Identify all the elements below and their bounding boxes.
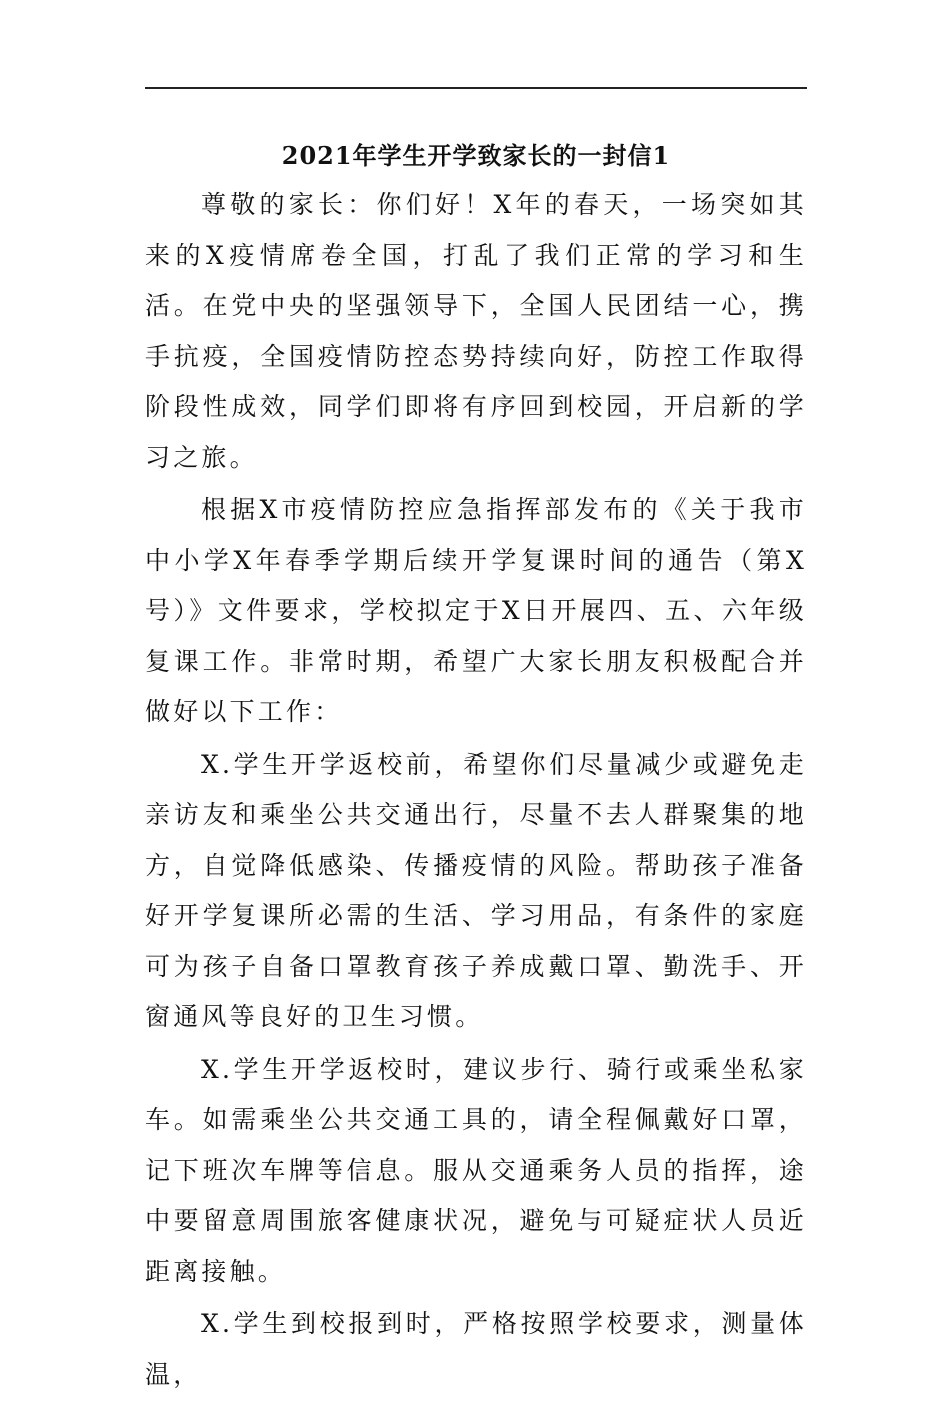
letter-body — [145, 180, 807, 1402]
header-rule — [145, 87, 807, 89]
paragraph-notice: 根据X市疫情防控应急指挥部发布的《关于我市中小学X年春季学期后续开学复课时间的通告（第X号）》文件要求，学校拟定于X日开展四、五、六年级复课工作。非常时期，希望广大家长朋友积极配合并做好以下工作： — [145, 495, 807, 726]
paragraph-during-return: X.学生开学返校时，建议步行、骑行或乘坐私家车。如需乘坐公共交通工具的，请全程佩戴好口罩，记下班次车牌等信息。服从交通乘务人员的指挥，途中要留意周围旅客健康状况，避免与可疑症状人员近距离接触。 — [145, 1054, 807, 1286]
paragraph-greeting: 尊敬的家长：你们好！X年的春天，一场突如其来的X疫情席卷全国，打乱了我们正常的学习和生活。在党中央的坚强领导下，全国人民团结一心，携手抗疫，全国疫情防控态势持续向好，防控工作取得阶段性成效，同学们即将有序回到校园，开启新的学习之旅。 — [145, 190, 807, 472]
paragraph-arrival: X.学生到校报到时，严格按照学校要求，测量体温， — [145, 1309, 807, 1389]
paragraph-before-return: X.学生开学返校前，希望你们尽量减少或避免走亲访友和乘坐公共交通出行，尽量不去人群聚集的地方，自觉降低感染、传播疫情的风险。帮助孩子准备好开学复课所必需的生活、学习用品，有条件的家庭可为孩子自备口罩教育孩子养成戴口罩、勤洗手、开窗通风等良好的卫生习惯。 — [145, 749, 807, 1031]
document-title: 2021年学生开学致家长的一封信1 — [281, 141, 671, 170]
